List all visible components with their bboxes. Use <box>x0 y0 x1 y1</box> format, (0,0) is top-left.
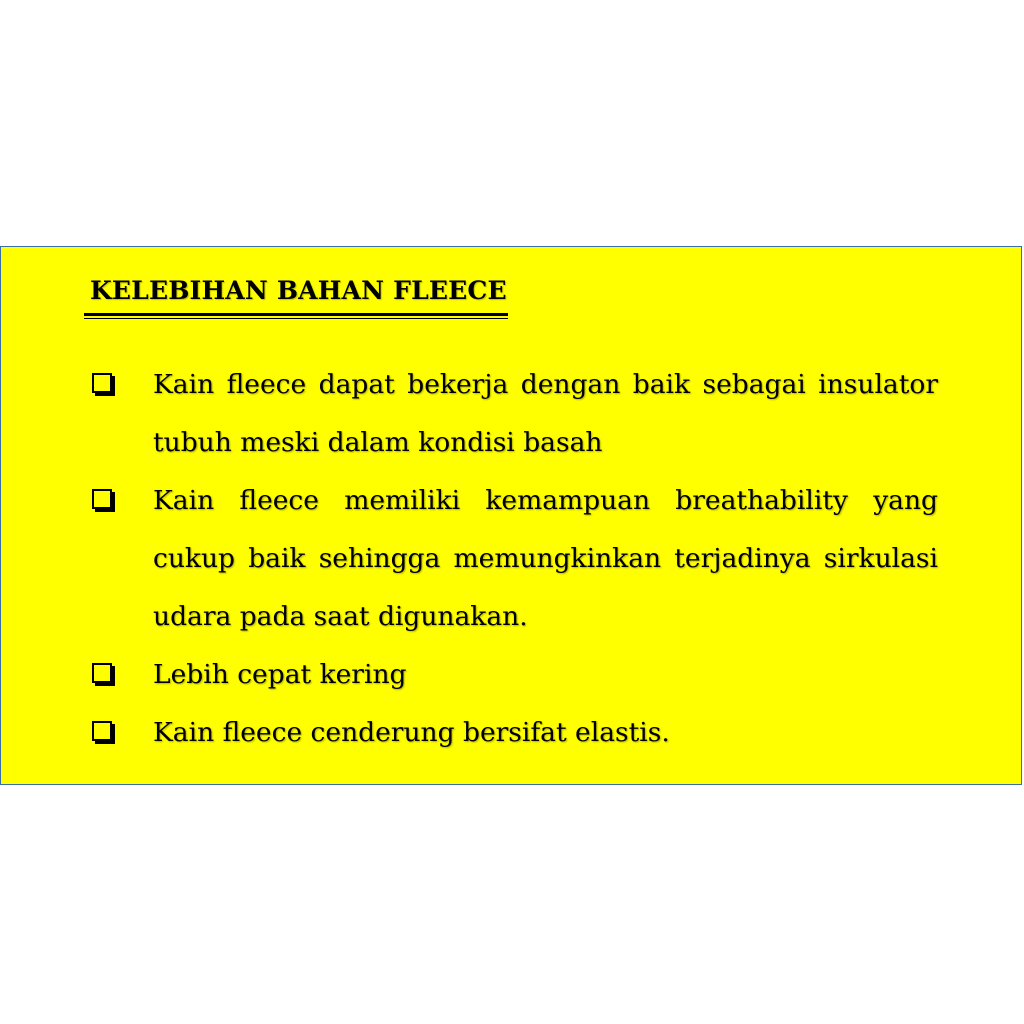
card-title: KELEBIHAN BAHAN FLEECE <box>90 276 507 305</box>
list-item-text: Kain fleece memiliki kemampuan breathability yang cukup baik sehingga memungkinkan terjadinya sirkulasi udara pada saat digunakan. <box>153 485 938 632</box>
list-item <box>90 704 938 762</box>
advantages-list <box>90 356 938 762</box>
title-underline <box>84 313 508 316</box>
list-item-text: Kain fleece dapat bekerja dengan baik sebagai insulator tubuh meski dalam kondisi basah <box>153 369 938 458</box>
checkbox-square-icon <box>92 663 112 683</box>
list-item <box>90 646 938 704</box>
list-item <box>90 356 938 472</box>
list-item-text: Kain fleece cenderung bersifat elastis. <box>153 717 670 748</box>
list-item <box>90 472 938 646</box>
checkbox-square-icon <box>92 721 112 741</box>
checkbox-square-icon <box>92 489 112 509</box>
checkbox-square-icon <box>92 373 112 393</box>
title-underline-secondary <box>84 318 508 319</box>
list-item-text: Lebih cepat kering <box>153 659 407 690</box>
